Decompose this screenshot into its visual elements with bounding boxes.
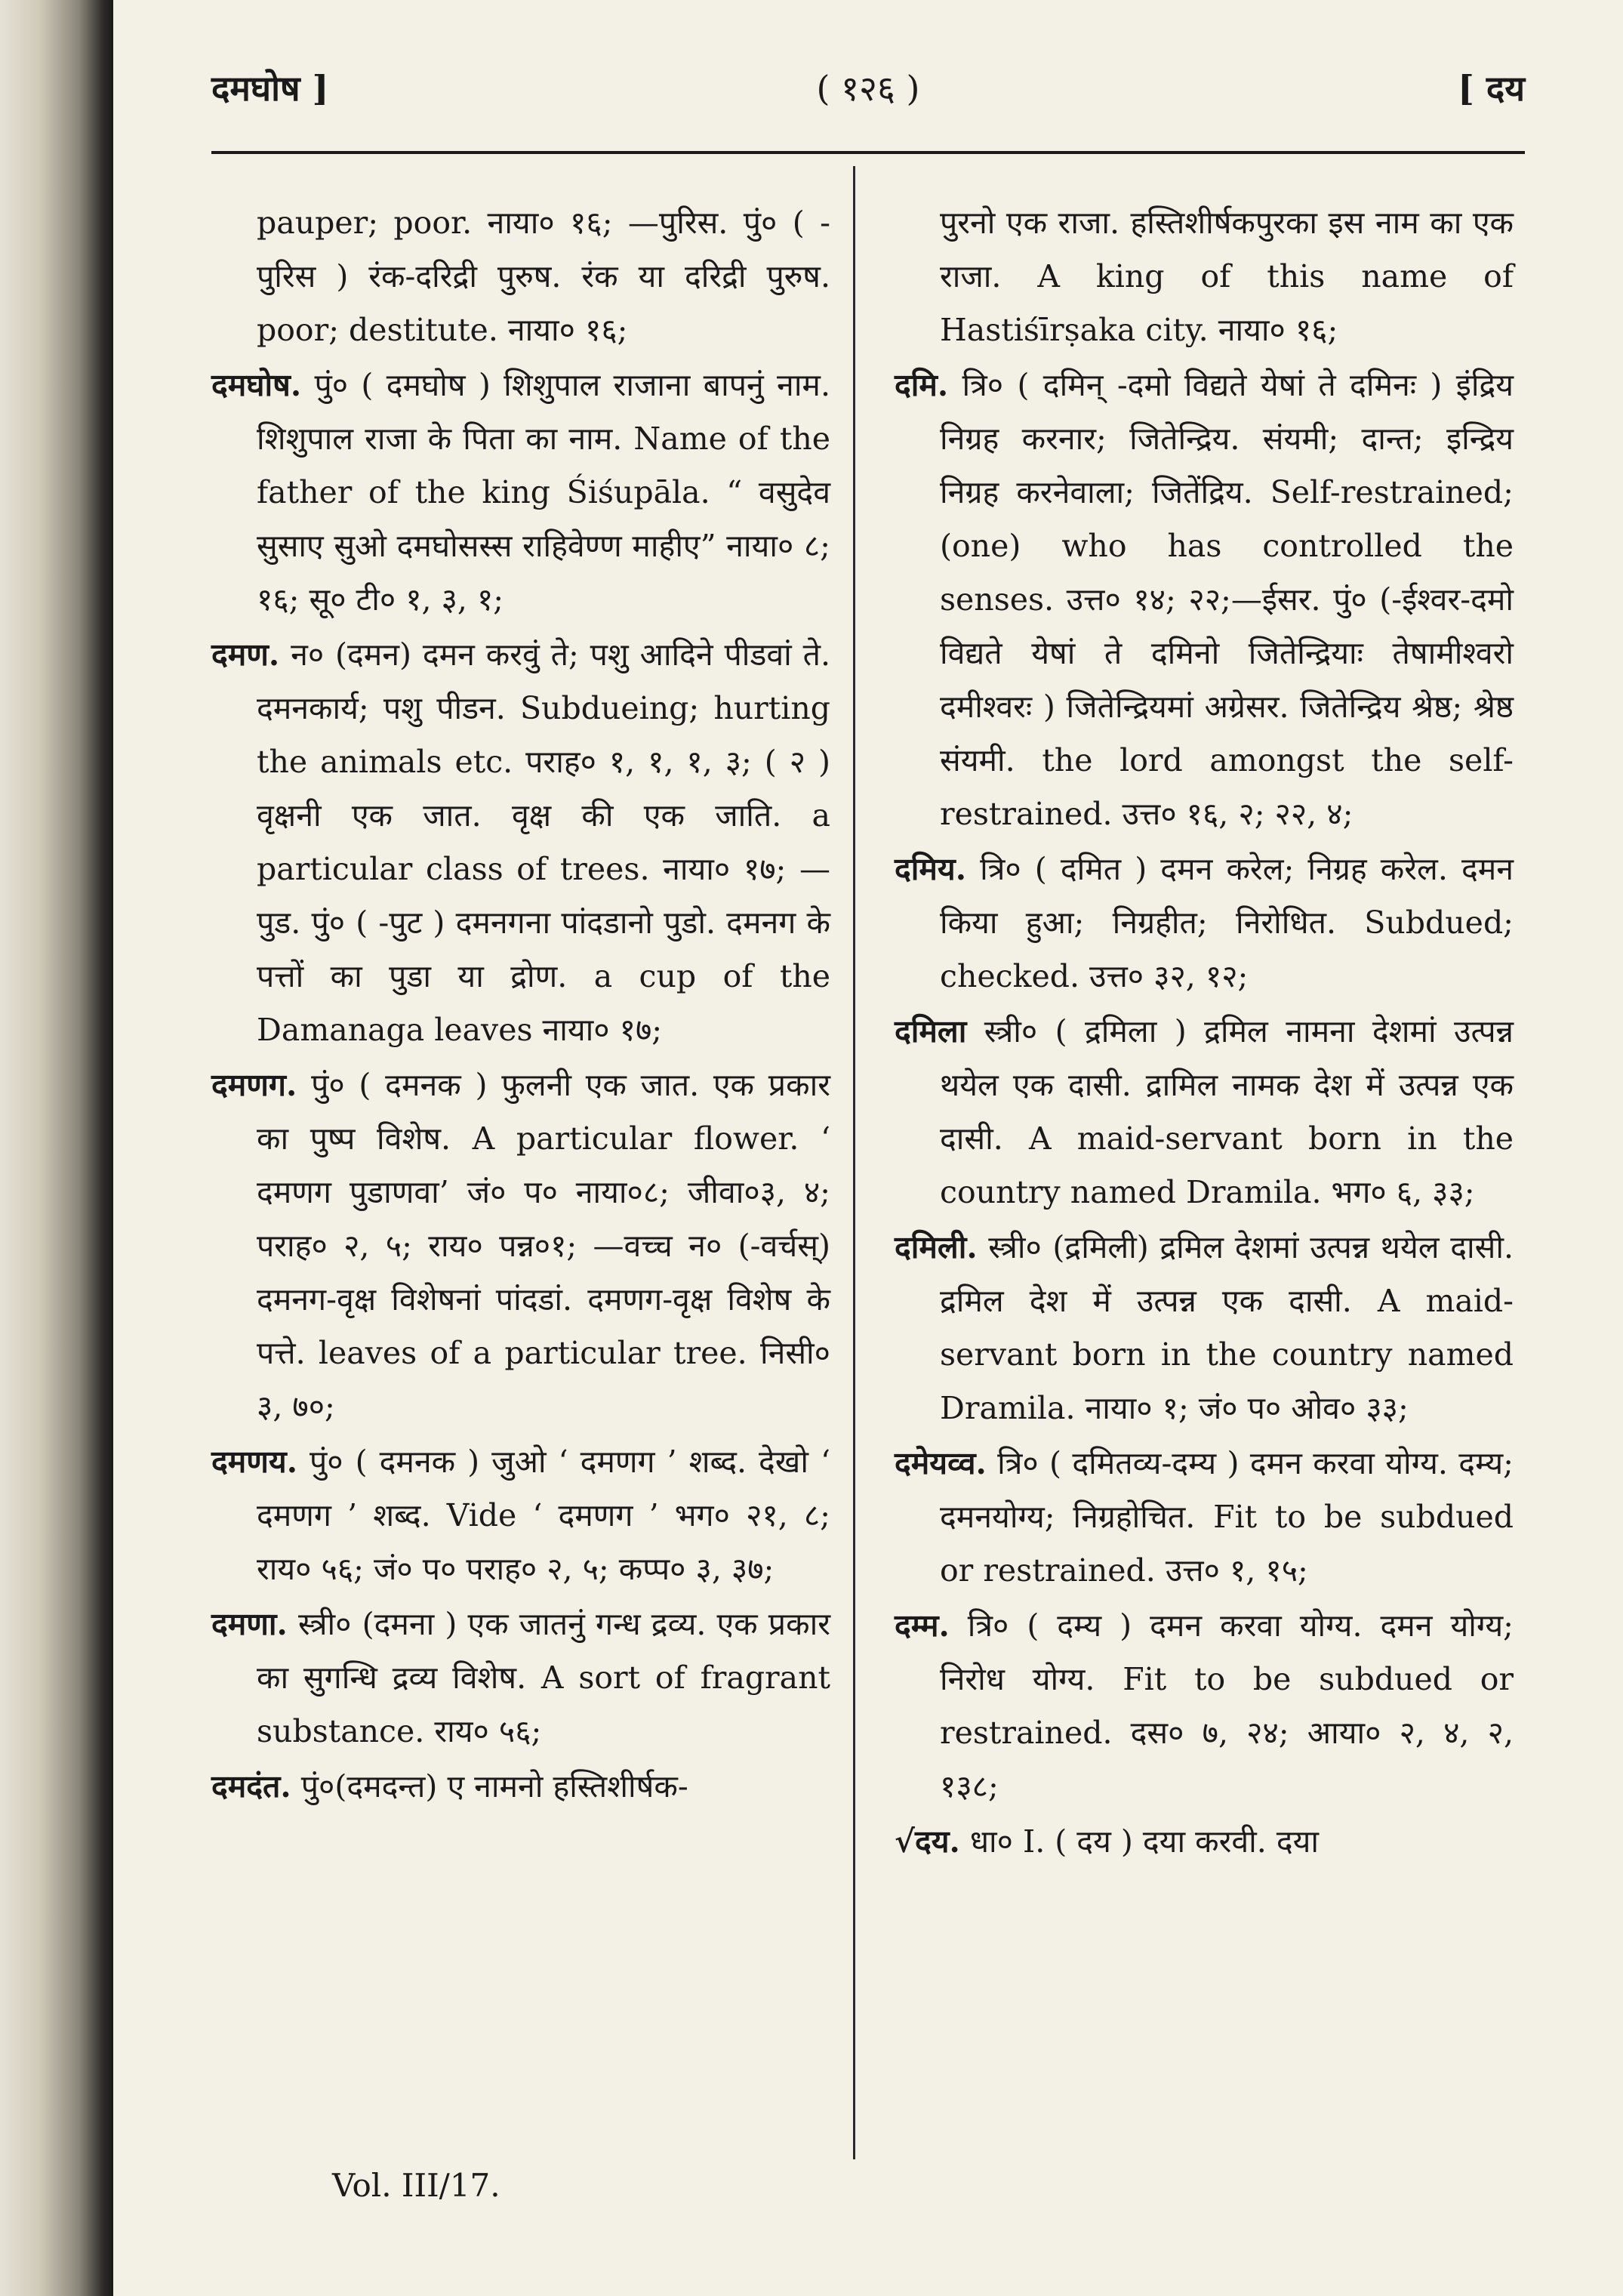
dictionary-entry (895, 1221, 1514, 1435)
entry-headword: दमणय. (211, 1444, 297, 1480)
entry-text: धा० I. ( दय ) दया करवी. दया (969, 1823, 1320, 1860)
header-left-guideword: दमघोष ] (211, 68, 329, 109)
dictionary-entry (211, 196, 830, 357)
dictionary-entry (895, 1005, 1514, 1219)
dictionary-entry (895, 1815, 1514, 1869)
entry-text: स्त्री० ( द्रमिला ) द्रमिल नामना देशमां उत्पन्न थयेल एक दासी. द्रामिल नामक देश में उत्पन्न एक दासी. A maid-servant born in the country named Dramila. भग० ६, ३३; (940, 1013, 1514, 1210)
dictionary-entry (895, 359, 1514, 841)
entry-headword: दमणा. (211, 1606, 288, 1642)
entry-text: स्त्री० (द्रमिली) द्रमिल देशमां उत्पन्न थयेल दासी. द्रमिल देश में उत्पन्न एक दासी. A maid-servant born in the country named Dramila. नाया० १; जं० प० ओव० ३३; (940, 1229, 1514, 1426)
entry-text: त्रि० ( दमितव्य-दम्य ) दमन करवा योग्य. दम्य; दमनयोग्य; निग्रहोचित. Fit to be subdued or restrained. उत्त० १, १५; (940, 1445, 1514, 1589)
entry-headword: दमण. (211, 636, 280, 673)
entry-text: स्त्री० (दमना ) एक जातनुं गन्ध द्रव्य. एक प्रकार का सुगन्धि द्रव्य विशेष. A sort of fragrant substance. राय० ५६; (257, 1606, 830, 1749)
entry-text: पुं० ( दमघोष ) शिशुपाल राजाना बापनुं नाम. शिशुपाल राजा के पिता का नाम. Name of the father of the king Śiśupāla. “ वसुदेव सुसाए सुओ दमघोसस्स राहिवेण्ण माहीए” नाया० ८; १६; सू० टी० १, ३, १; (257, 367, 830, 618)
dictionary-entry (211, 628, 830, 1057)
left-column (211, 196, 830, 1815)
entry-headword: दमि. (895, 367, 949, 403)
entry-text: pauper; poor. नाया० १६; —पुरिस. पुं० ( -पुरिस ) रंक-दरिद्री पुरुष. रंक या दरिद्री पुरुष. poor; destitute. नाया० १६; (257, 205, 830, 348)
entry-headword: दमदंत. (211, 1768, 291, 1804)
entry-headword: दम्म. (895, 1607, 950, 1644)
entry-headword: दमिला (895, 1013, 967, 1049)
entry-text: त्रि० ( दमिन् -दमो विद्यते येषां ते दमिनः ) इंद्रिय निग्रह करनार; जितेन्द्रिय. संयमी; दान्त; इन्द्रिय निग्रह करनेवाला; जितेंद्रिय. Self-restrained; (one) who has controlled the senses. उत्त० १४; २२;—ईसर. पुं० (-ईश्वर-दमो विद्यते येषां ते दमिनो जितेन्द्रियाः तेषामीश्वरो दमीश्वरः ) जितेन्द्रियमां अग्रेसर. जितेन्द्रिय श्रेष्ठ; श्रेष्ठ संयमी. the lord amongst the self-restrained. उत्त० १६, २; २२, ४; (940, 367, 1514, 832)
dictionary-entry (211, 359, 830, 627)
dictionary-entry (895, 843, 1514, 1003)
entry-headword: √दय. (895, 1823, 960, 1860)
entry-text: पुं० ( दमनक ) जुओ ‘ दमणग ’ शब्द. देखो ‘ दमणग ’ शब्द. Vide ‘ दमणग ’ भग० २१, ८; राय० ५६; जं० प० पराह० २, ५; कप्प० ३, ३७; (257, 1444, 830, 1587)
entry-headword: दमणग. (211, 1067, 297, 1103)
dictionary-entry (211, 1435, 830, 1596)
entry-text: पुं०(दमदन्त) ए नामनो हस्तिशीर्षक- (300, 1768, 688, 1804)
header-rule (211, 151, 1525, 154)
dictionary-entry (211, 1760, 830, 1814)
entry-headword: दमिय. (895, 851, 966, 887)
entry-headword: दमघोष. (211, 367, 302, 403)
entry-text: न० (दमन) दमन करवुं ते; पशु आदिने पीडवां ते. दमनकार्य; पशु पीडन. Subdueing; hurting the animals etc. पराह० १, १, १, ३; ( २ ) वृक्षनी एक जात. वृक्ष की एक जाति. a particular class of trees. नाया० १७; —पुड. पुं० ( -पुट ) दमनगना पांदडानो पुडो. दमनग के पत्तों का पुडा या द्रोण. a cup of the Damanaga leaves नाया० १७; (257, 636, 830, 1048)
entry-text: पुरनो एक राजा. हस्तिशीर्षकपुरका इस नाम का एक राजा. A king of this name of Hastiśīrṣaka city. नाया० १६; (940, 205, 1514, 348)
book-binding-edge (0, 0, 113, 2296)
dictionary-entry (211, 1059, 830, 1434)
entry-text: पुं० ( दमनक ) फुलनी एक जात. एक प्रकार का पुष्प विशेष. A particular flower. ‘ दमणग पुडाणवा’ जं० प० नाया०८; जीवा०३, ४; पराह० २, ५; राय० पन्न०१; —वच्च न० (-वर्चस्) दमनग-वृक्ष विशेषनां पांदडां. दमणग-वृक्ष विशेष के पत्ते. leaves of a particular tree. निसी० ३, ७०; (257, 1067, 830, 1425)
dictionary-entry (895, 1437, 1514, 1598)
right-column (895, 196, 1514, 1870)
entry-text: त्रि० ( दमित ) दमन करेल; निग्रह करेल. दमन किया हुआ; निग्रहीत; निरोधित. Subdued; checked. उत्त० ३२, १२; (940, 851, 1514, 994)
header-right-guideword: [ दय (1458, 68, 1525, 109)
dictionary-entry (895, 196, 1514, 357)
column-divider (853, 166, 855, 2159)
page-number: ( १२६ ) (816, 68, 920, 109)
dictionary-entry (211, 1598, 830, 1758)
volume-footer: Vol. III/17. (332, 2167, 500, 2204)
dictionary-entry (895, 1599, 1514, 1814)
entry-headword: दमिली. (895, 1229, 978, 1265)
entry-text: त्रि० ( दम्य ) दमन करवा योग्य. दमन योग्य; निरोध योग्य. Fit to be subdued or restrained. दस० ७, २४; आया० २, ४, २, १३८; (940, 1607, 1514, 1804)
page-header (211, 64, 1525, 125)
dictionary-page (113, 0, 1623, 2296)
entry-headword: दमेयव्व. (895, 1445, 987, 1481)
